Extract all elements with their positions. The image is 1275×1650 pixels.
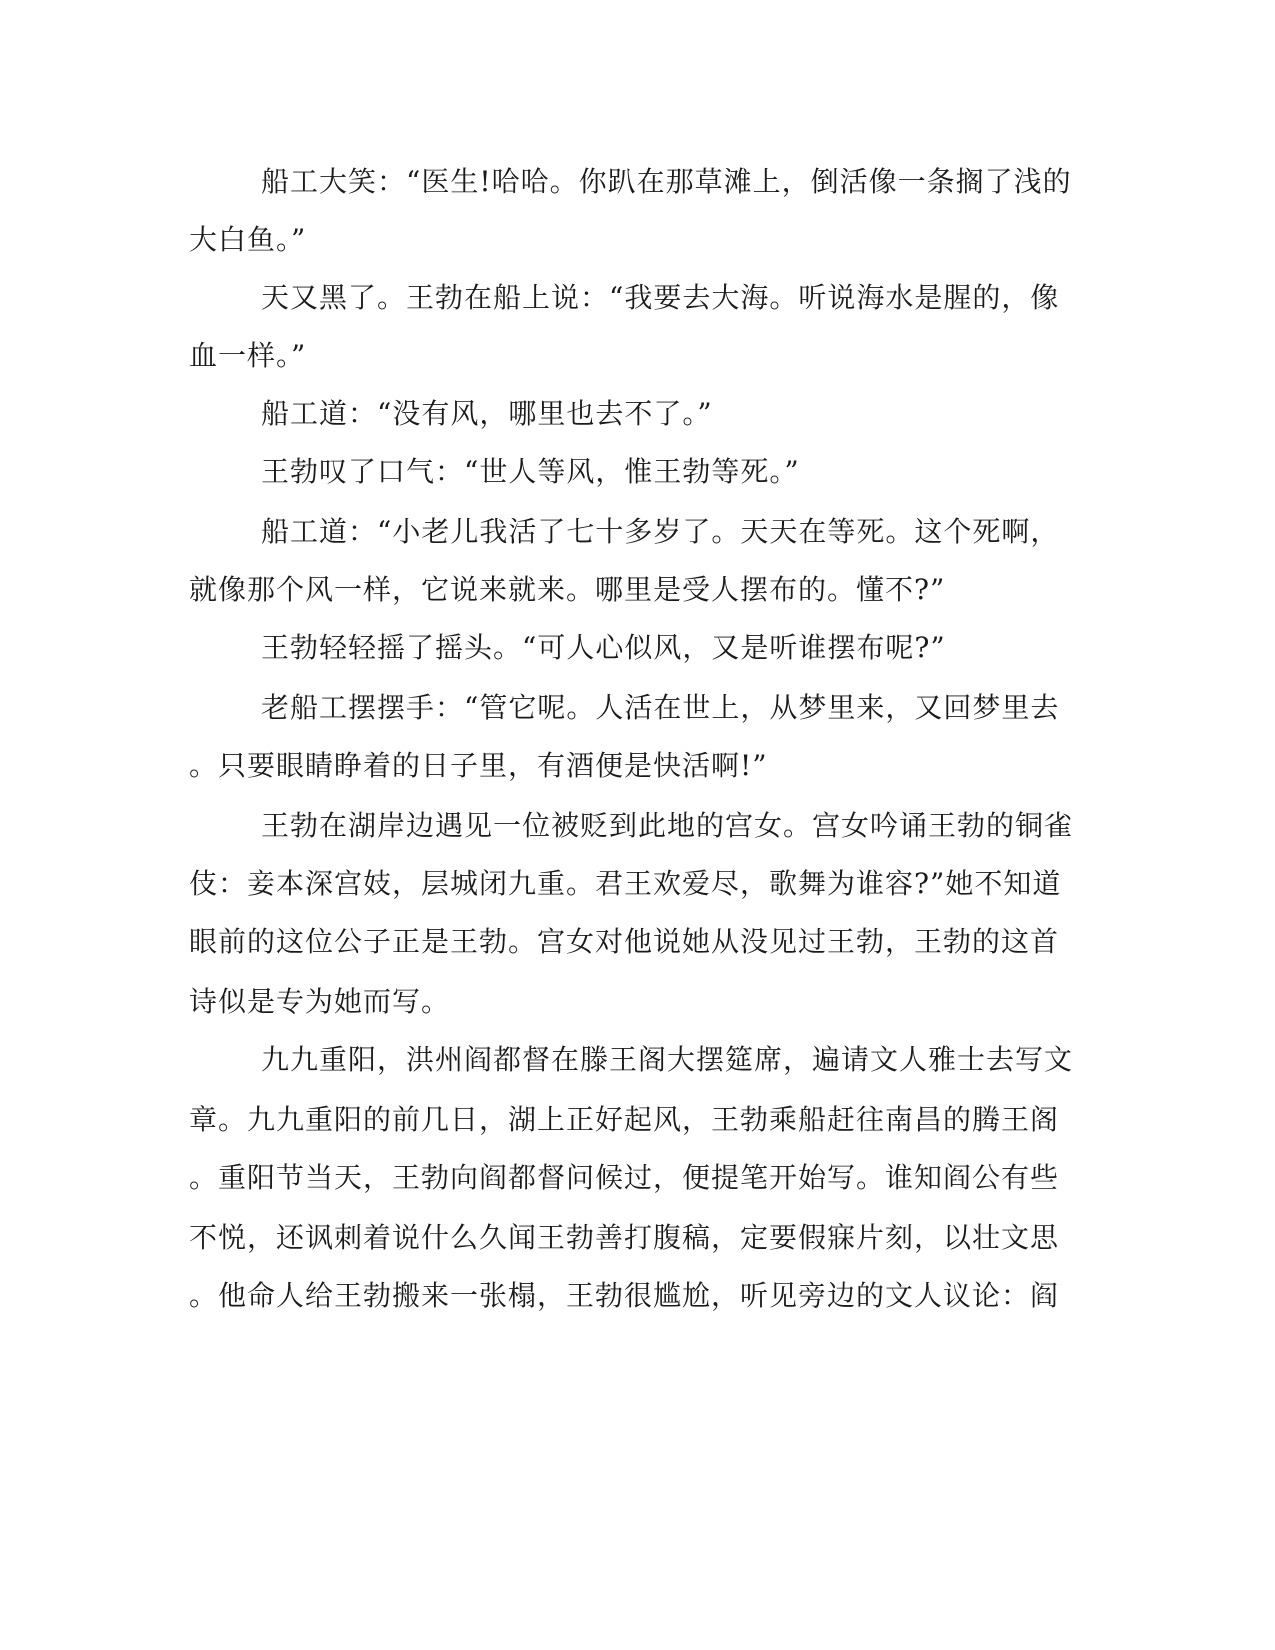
text-line: 。重阳节当天，王勃向阎都督问候过，便提笔开始写。谁知阎公有些 [189, 1161, 1060, 1194]
text-line: 诗似是专为她而写。 [189, 985, 451, 1018]
text-line: 九九重阳，洪州阎都督在滕王阁大摆筵席，遍请文人雅士去写文 [261, 1043, 1074, 1076]
text-line: 就像那个风一样，它说来就来。哪里是受人摆布的。懂不?” [189, 573, 946, 606]
text-line: 伎：妾本深宫妓，层城闭九重。君王欢爱尽，歌舞为谁容?”她不知道 [189, 867, 1062, 900]
text-line: 章。九九重阳的前几日，湖上正好起风，王勃乘船赶往南昌的腾王阁 [189, 1103, 1060, 1136]
text-line: 船工道：“没有风，哪里也去不了。” [261, 397, 713, 430]
text-line: 。只要眼睛睁着的日子里，有酒便是快活啊!” [189, 749, 768, 782]
text-line: 眼前的这位公子正是王勃。宫女对他说她从没见过王勃，王勃的这首 [189, 925, 1060, 958]
text-line: 船工道：“小老儿我活了七十多岁了。天天在等死。这个死啊， [261, 515, 1060, 548]
text-line: 王勃叹了口气：“世人等风，惟王勃等死。” [261, 455, 800, 488]
text-line: 王勃轻轻摇了摇头。“可人心似风，又是听谁摆布呢?” [261, 631, 946, 664]
text-line: 天又黑了。王勃在船上说：“我要去大海。听说海水是腥的，像 [261, 281, 1060, 314]
text-line: 老船工摆摆手：“管它呢。人活在世上，从梦里来，又回梦里去 [261, 691, 1060, 724]
text-line: 王勃在湖岸边遇见一位被贬到此地的宫女。宫女吟诵王勃的铜雀 [261, 809, 1074, 842]
text-line: 。他命人给王勃搬来一张榻，王勃很尴尬，听见旁边的文人议论：阎 [189, 1279, 1060, 1312]
text-line: 不悦，还讽刺着说什么久闻王勃善打腹稿，定要假寐片刻，以壮文思 [189, 1221, 1060, 1254]
text-line: 船工大笑：“医生!哈哈。你趴在那草滩上，倒活像一条搁了浅的 [261, 165, 1072, 198]
text-line: 血一样。” [189, 339, 307, 372]
text-line: 大白鱼。” [189, 223, 307, 256]
